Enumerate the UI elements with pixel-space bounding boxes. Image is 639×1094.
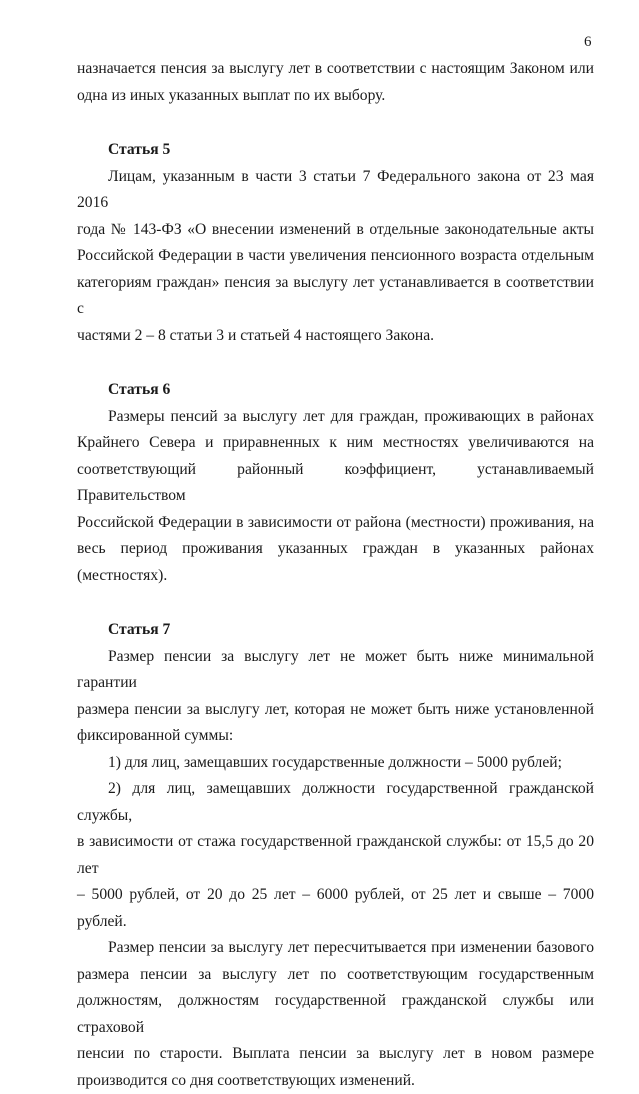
text-line: года № 143-ФЗ «О внесении изменений в отдельные законодательные акты [77,217,594,244]
text-line: частями 2 – 8 статьи 3 и статьей 4 настоящего Закона. [77,323,594,350]
page-number: 6 [584,34,592,51]
text-line: размера пенсии за выслугу лет, которая не может быть ниже установленной [77,697,594,724]
text-line: Размер пенсии за выслугу лет не может быть ниже минимальной гарантии [77,644,594,697]
article-7-list-item-2 [77,776,594,935]
article-7-heading: Статья 7 [77,617,594,644]
text-line: Российской Федерации в зависимости от района (местности) проживания, на [77,510,594,537]
text-line: Российской Федерации в части увеличения пенсионного возраста отдельным [77,243,594,270]
text-line: Размеры пенсий за выслугу лет для граждан, проживающих в районах [77,404,594,431]
text-line: Крайнего Севера и приравненных к ним местностях увеличиваются на [77,430,594,457]
text-line: Лицам, указанным в части 3 статьи 7 Федерального закона от 23 мая 2016 [77,164,594,217]
article-6-paragraph [77,404,594,590]
text-line: – 5000 рублей, от 20 до 25 лет – 6000 рублей, от 25 лет и свыше – 7000 рублей. [77,882,594,935]
text-line: Размер пенсии за выслугу лет пересчитывается при изменении базового [77,935,594,962]
text-line: одна из иных указанных выплат по их выбору. [77,83,594,110]
article-7-paragraph-2 [77,935,594,1094]
article-5-heading: Статья 5 [77,137,594,164]
text-line: размера пенсии за выслугу лет по соответствующим государственным [77,962,594,989]
text-line: 1) для лиц, замещавших государственные должности – 5000 рублей; [77,750,594,777]
text-line: 2) для лиц, замещавших должности государственной гражданской службы, [77,776,594,829]
text-line: производится со дня соответствующих изменений. [77,1068,594,1094]
text-line: назначается пенсия за выслугу лет в соответствии с настоящим Законом или [77,56,594,83]
text-line: весь период проживания указанных граждан в указанных районах (местностях). [77,536,594,589]
text-line: пенсии по старости. Выплата пенсии за выслугу лет в новом размере [77,1041,594,1068]
text-line: фиксированной суммы: [77,723,594,750]
text-line: соответствующий районный коэффициент, устанавливаемый Правительством [77,457,594,510]
text-line: в зависимости от стажа государственной гражданской службы: от 15,5 до 20 лет [77,829,594,882]
intro-paragraph [77,56,594,109]
text-line: категориям граждан» пенсия за выслугу лет устанавливается в соответствии с [77,270,594,323]
text-line: должностям, должностям государственной гражданской службы или страховой [77,988,594,1041]
article-5-paragraph [77,164,594,350]
document-body [77,56,594,1094]
article-7-list-item-1 [77,750,594,777]
article-6-heading: Статья 6 [77,377,594,404]
article-7-paragraph-1 [77,644,594,750]
